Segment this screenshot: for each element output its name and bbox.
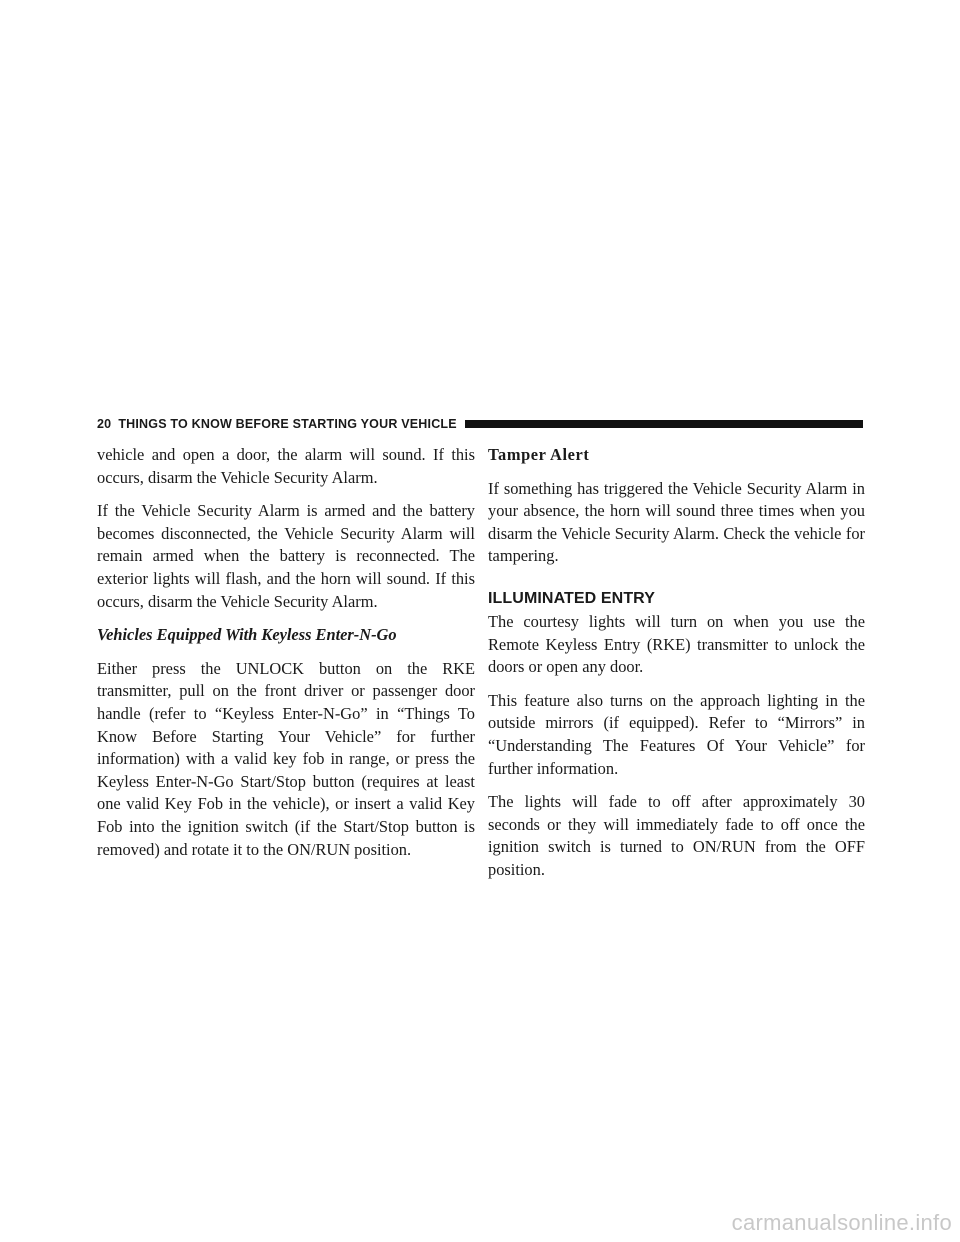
paragraph-courtesy-lights: The courtesy lights will turn on when you use the Remote Keyless Entry (RKE) transmitter to unlock the doors or open any door. [488,611,865,677]
paragraph-tamper-alert: If something has triggered the Vehicle Security Alarm in your absence, the horn will sound three times when you disarm the Vehicle Security Alarm. Check the vehicle for tampering. [488,478,865,566]
paragraph-keyless-disarm: Either press the UNLOCK button on the RKE transmitter, pull on the front driver or passenger door handle (refer to “Keyless Enter-N-Go” in “Things To Know Before Starting Your Vehicle” for further information) with a valid key fob in range, or press the Keyless Enter-N-Go Start/Stop button (requires at least one valid Key Fob in the vehicle), or insert a valid Key Fob into the ignition switch (if the Start/Stop button is removed) and rotate it to the ON/RUN position. [97,658,475,859]
paragraph-lights-fade: The lights will fade to off after approximately 30 seconds or they will immediately fade to off once the ignition switch is turned to ON/RUN from the OFF position. [488,792,865,879]
left-column [97,444,475,861]
paragraph-battery-disconnect: If the Vehicle Security Alarm is armed and the battery becomes disconnected, the Vehicle Security Alarm will remain armed when the battery is reconnected. The exterior lights will flash, and the horn will sound. If this occurs, disarm the Vehicle Security Alarm. [97,501,475,611]
paragraph-alarm-sound: vehicle and open a door, the alarm will sound. If this occurs, disarm the Vehicle Security Alarm. [97,445,475,487]
section-heading-illuminated-entry: ILLUMINATED ENTRY [488,589,656,607]
subhead-keyless-enter-n-go: Vehicles Equipped With Keyless Enter-N-Go [97,625,397,645]
chapter-title: THINGS TO KNOW BEFORE STARTING YOUR VEHICLE [118,417,457,431]
right-column [488,444,865,882]
watermark-logo: carmanualsonline.info [731,1210,952,1235]
header-rule [465,420,863,428]
running-header [97,417,863,431]
paragraph-approach-lighting: This feature also turns on the approach lighting in the outside mirrors (if equipped). Refer to “Mirrors” in “Understanding The Features Of Your Vehicle” for further information. [488,690,865,778]
subhead-tamper-alert: Tamper Alert [488,445,590,464]
page-number: 20 [97,417,112,431]
